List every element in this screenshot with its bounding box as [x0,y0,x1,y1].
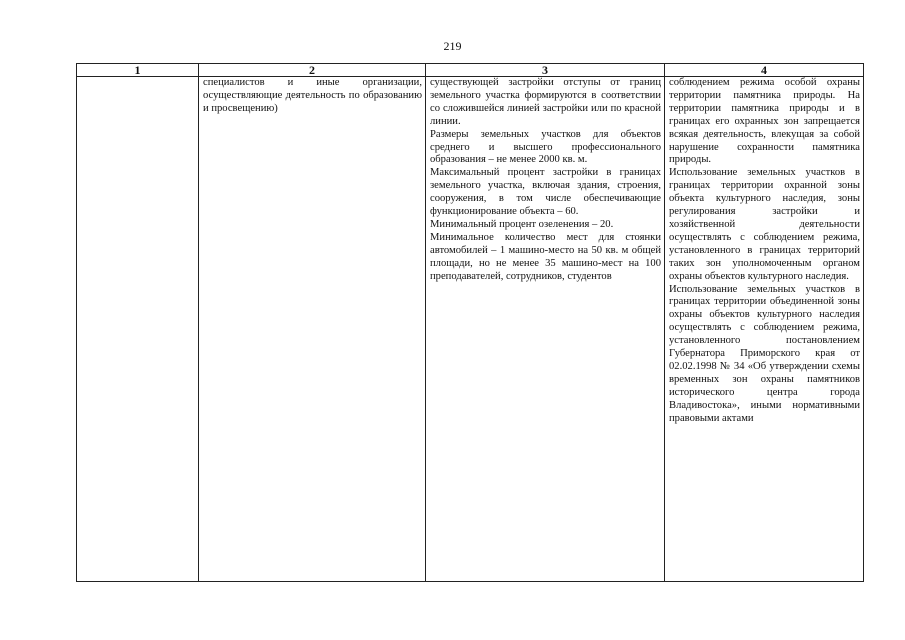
column-header-3: 3 [426,64,665,77]
page-number: 219 [443,39,462,53]
col2-text: специалистов и иные организации, осуществляющие деятельность по образованию и просвещению) [203,77,422,114]
cell-col-3 [426,77,665,582]
regulations-table [76,63,864,582]
col3-paragraph: Минимальное количество мест для стоянки автомобилей – 1 машино-место на 50 кв. м общей площади, но не менее 35 машино-мест на 100 преподавателей, сотрудников, студентов [430,231,661,282]
col4-paragraph: Использование земельных участков в границах территории объединенной зоны охраны объектов культурного наследия осуществлять с соблюдением режима, установленного постановлением Губернатора Приморского края от 02.02.1998 № 34 «Об утверждении схемы временных зон охраны памятников исторического центра города Владивостока», иными нормативными правовыми актами [669,283,860,424]
col4-paragraph: соблюдением режима особой охраны территории памятника природы. На территории памятника природы и в границах его охранных зон запрещается всякая деятельность, влекущая за собой нарушение сохранности памятника природы. [669,77,860,166]
cell-col-1 [77,77,199,582]
col4-paragraph: Использование земельных участков в границах территории охранной зоны объекта культурного наследия, зоны регулирования застройки и хозяйственной деятельности осуществлять с соблюдением режима, установленного в границах территорий таких зон уполномоченным органом охраны объектов культурного наследия. [669,167,860,282]
column-header-1: 1 [77,64,199,77]
table-row [77,77,864,582]
cell-col-4 [665,77,864,582]
col3-paragraph: Минимальный процент озеленения – 20. [430,218,614,230]
table-header-row [77,64,864,77]
col3-paragraph: существующей застройки отступы от границ земельного участка формируются в соответствии со сложившейся линией застройки или по красной линии. [430,77,661,127]
column-header-2: 2 [199,64,426,77]
column-header-4: 4 [665,64,864,77]
col3-paragraph: Максимальный процент застройки в границах земельного участка, включая здания, строения, сооружения, в том числе обеспечивающие функционирование объекта – 60. [430,167,661,218]
col3-paragraph: Размеры земельных участков для объектов среднего и высшего профессионального образования – не менее 2000 кв. м. [430,128,661,166]
cell-col-2 [199,77,426,582]
